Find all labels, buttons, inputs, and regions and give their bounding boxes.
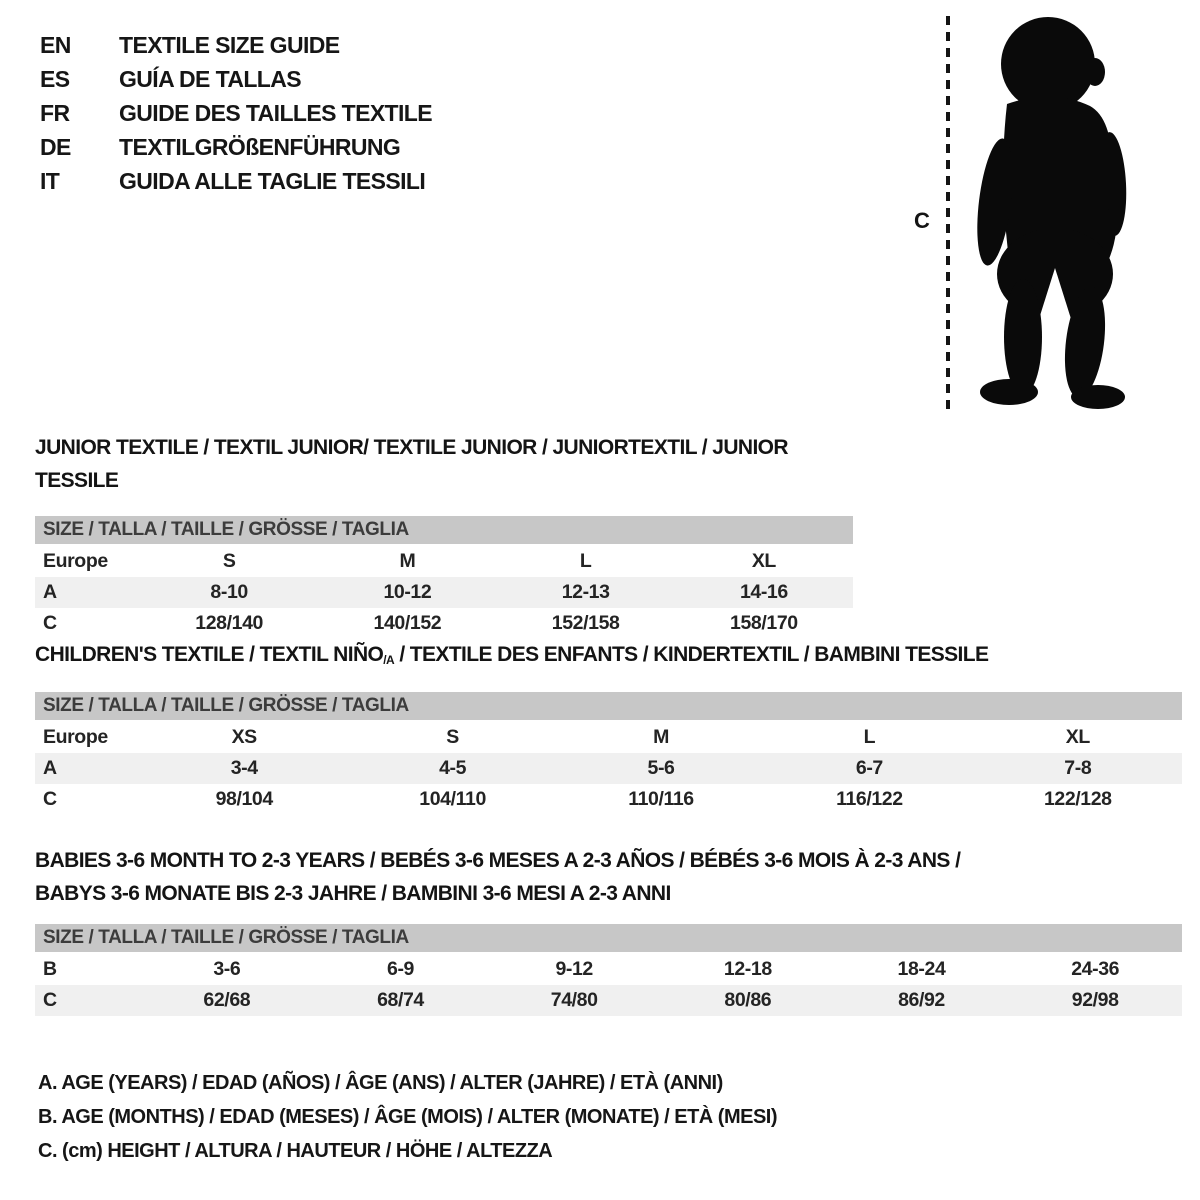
- legend-line: C. (cm) HEIGHT / ALTURA / HAUTEUR / HÖHE / ALTEZZA: [38, 1140, 553, 1162]
- table-cell: 116/122: [836, 788, 903, 810]
- language-title: GUIDE DES TAILLES TEXTILE: [119, 100, 432, 126]
- table-cell: 80/86: [724, 989, 772, 1011]
- table-cell: M: [399, 550, 416, 572]
- size-table: [35, 954, 1182, 1016]
- section-junior-textile: [35, 431, 853, 639]
- table-row: [35, 546, 853, 577]
- table-cell: 5-6: [647, 757, 675, 779]
- section-title-text: BABIES 3-6 MONTH TO 2-3 YEARS / BEBÉS 3-6 MESES A 2-3 AÑOS / BÉBÉS 3-6 MOIS À 2-3 ANS /: [35, 849, 961, 872]
- table-cell: 110/116: [628, 788, 694, 810]
- table-row-label: C: [43, 612, 57, 634]
- table-row-label: A: [43, 757, 57, 779]
- language-title: GUÍA DE TALLAS: [119, 66, 301, 92]
- language-title: TEXTILE SIZE GUIDE: [119, 32, 340, 58]
- table-row: [35, 784, 1182, 815]
- table-row: [35, 985, 1182, 1016]
- section-title-text: CHILDREN'S TEXTILE / TEXTIL NIÑO: [35, 643, 384, 666]
- table-cell: M: [653, 726, 669, 748]
- table-cell: 3-4: [230, 757, 258, 779]
- table-cell: S: [446, 726, 459, 748]
- table-cell: 140/152: [373, 612, 442, 634]
- language-title: TEXTILGRÖßENFÜHRUNG: [119, 134, 401, 160]
- table-cell: 9-12: [555, 958, 593, 980]
- language-row: [40, 62, 432, 96]
- table-row: [35, 753, 1182, 784]
- section-title-line: [35, 844, 1182, 877]
- table-row-label: C: [43, 989, 57, 1011]
- table-cell: 7-8: [1064, 757, 1092, 779]
- language-row: [40, 96, 432, 130]
- table-cell: XS: [231, 726, 257, 748]
- language-code: IT: [40, 168, 60, 194]
- table-cell: 3-6: [213, 958, 241, 980]
- table-cell: 86/92: [898, 989, 945, 1011]
- section-title-text: JUNIOR TEXTILE / TEXTIL JUNIOR/ TEXTILE JUNIOR / JUNIORTEXTIL / JUNIOR TESSILE: [35, 436, 788, 492]
- section-title: [35, 431, 853, 497]
- table-row-label: Europe: [43, 726, 108, 748]
- size-table: [35, 546, 853, 639]
- table-cell: 104/110: [419, 788, 486, 810]
- table-cell: 6-9: [387, 958, 414, 980]
- language-row: [40, 28, 432, 62]
- language-code: EN: [40, 32, 71, 58]
- table-row-label: Europe: [43, 550, 108, 572]
- table-cell: L: [579, 550, 592, 572]
- section-title-line: [35, 638, 1182, 674]
- table-cell: 74/80: [550, 989, 598, 1011]
- table-cell: 98/104: [215, 788, 273, 810]
- height-dashed-line: [946, 16, 950, 416]
- language-code: DE: [40, 134, 71, 160]
- section-title-text: BABYS 3-6 MONATE BIS 2-3 JAHRE / BAMBINI 3-6 MESI A 2-3 ANNI: [35, 882, 671, 905]
- table-cell: XL: [751, 550, 776, 572]
- language-row: [40, 164, 432, 198]
- language-title: GUIDA ALLE TAGLIE TESSILI: [119, 168, 426, 194]
- measure-legend: [38, 1066, 777, 1168]
- table-cell: 12-18: [723, 958, 772, 980]
- table-cell: 24-36: [1071, 958, 1120, 980]
- section-babies-textile: [35, 844, 1182, 1016]
- table-row-label: A: [43, 581, 57, 603]
- size-header-bar: SIZE / TALLA / TAILLE / GRÖSSE / TAGLIA: [35, 516, 853, 544]
- section-title-line: [35, 431, 853, 497]
- language-title-list: [40, 28, 432, 198]
- table-cell: 62/68: [203, 989, 251, 1011]
- table-cell: 18-24: [897, 958, 946, 980]
- table-cell: 122/128: [1043, 788, 1112, 810]
- table-cell: 92/98: [1071, 989, 1119, 1011]
- section-title-subscript: /A: [383, 653, 395, 667]
- table-cell: L: [863, 726, 876, 748]
- table-row: [35, 608, 853, 639]
- table-row-label: B: [43, 958, 57, 980]
- table-cell: 8-10: [210, 581, 248, 603]
- size-table: [35, 722, 1182, 815]
- table-cell: 158/170: [730, 612, 798, 634]
- table-cell: 14-16: [739, 581, 788, 603]
- table-cell: XL: [1065, 726, 1090, 748]
- table-row: [35, 954, 1182, 985]
- table-row: [35, 577, 853, 608]
- language-code: FR: [40, 100, 70, 126]
- height-measure-label: C: [914, 208, 930, 233]
- table-cell: 152/158: [551, 612, 620, 634]
- table-cell: S: [222, 550, 236, 572]
- section-title-text: / TEXTILE DES ENFANTS / KINDERTEXTIL / BAMBINI TESSILE: [394, 643, 989, 666]
- legend-line: A. AGE (YEARS) / EDAD (AÑOS) / ÂGE (ANS) / ALTER (JAHRE) / ETÀ (ANNI): [38, 1072, 723, 1094]
- table-cell: 128/140: [195, 612, 263, 634]
- section-childrens-textile: [35, 638, 1182, 815]
- language-code: ES: [40, 66, 70, 92]
- section-title: [35, 844, 1182, 910]
- table-row: [35, 722, 1182, 753]
- language-row: [40, 130, 432, 164]
- table-cell: 12-13: [561, 581, 610, 603]
- table-row-label: C: [43, 788, 57, 810]
- size-header-bar: SIZE / TALLA / TAILLE / GRÖSSE / TAGLIA: [35, 692, 1182, 720]
- section-title-line: [35, 877, 1182, 910]
- baby-silhouette-icon: [962, 12, 1140, 414]
- section-title: [35, 638, 1182, 674]
- legend-line: B. AGE (MONTHS) / EDAD (MESES) / ÂGE (MOIS) / ALTER (MONATE) / ETÀ (MESI): [38, 1106, 778, 1128]
- table-cell: 68/74: [377, 989, 424, 1011]
- size-header-bar: SIZE / TALLA / TAILLE / GRÖSSE / TAGLIA: [35, 924, 1182, 952]
- table-cell: 10-12: [383, 581, 432, 603]
- table-cell: 6-7: [855, 757, 883, 779]
- table-cell: 4-5: [439, 757, 467, 779]
